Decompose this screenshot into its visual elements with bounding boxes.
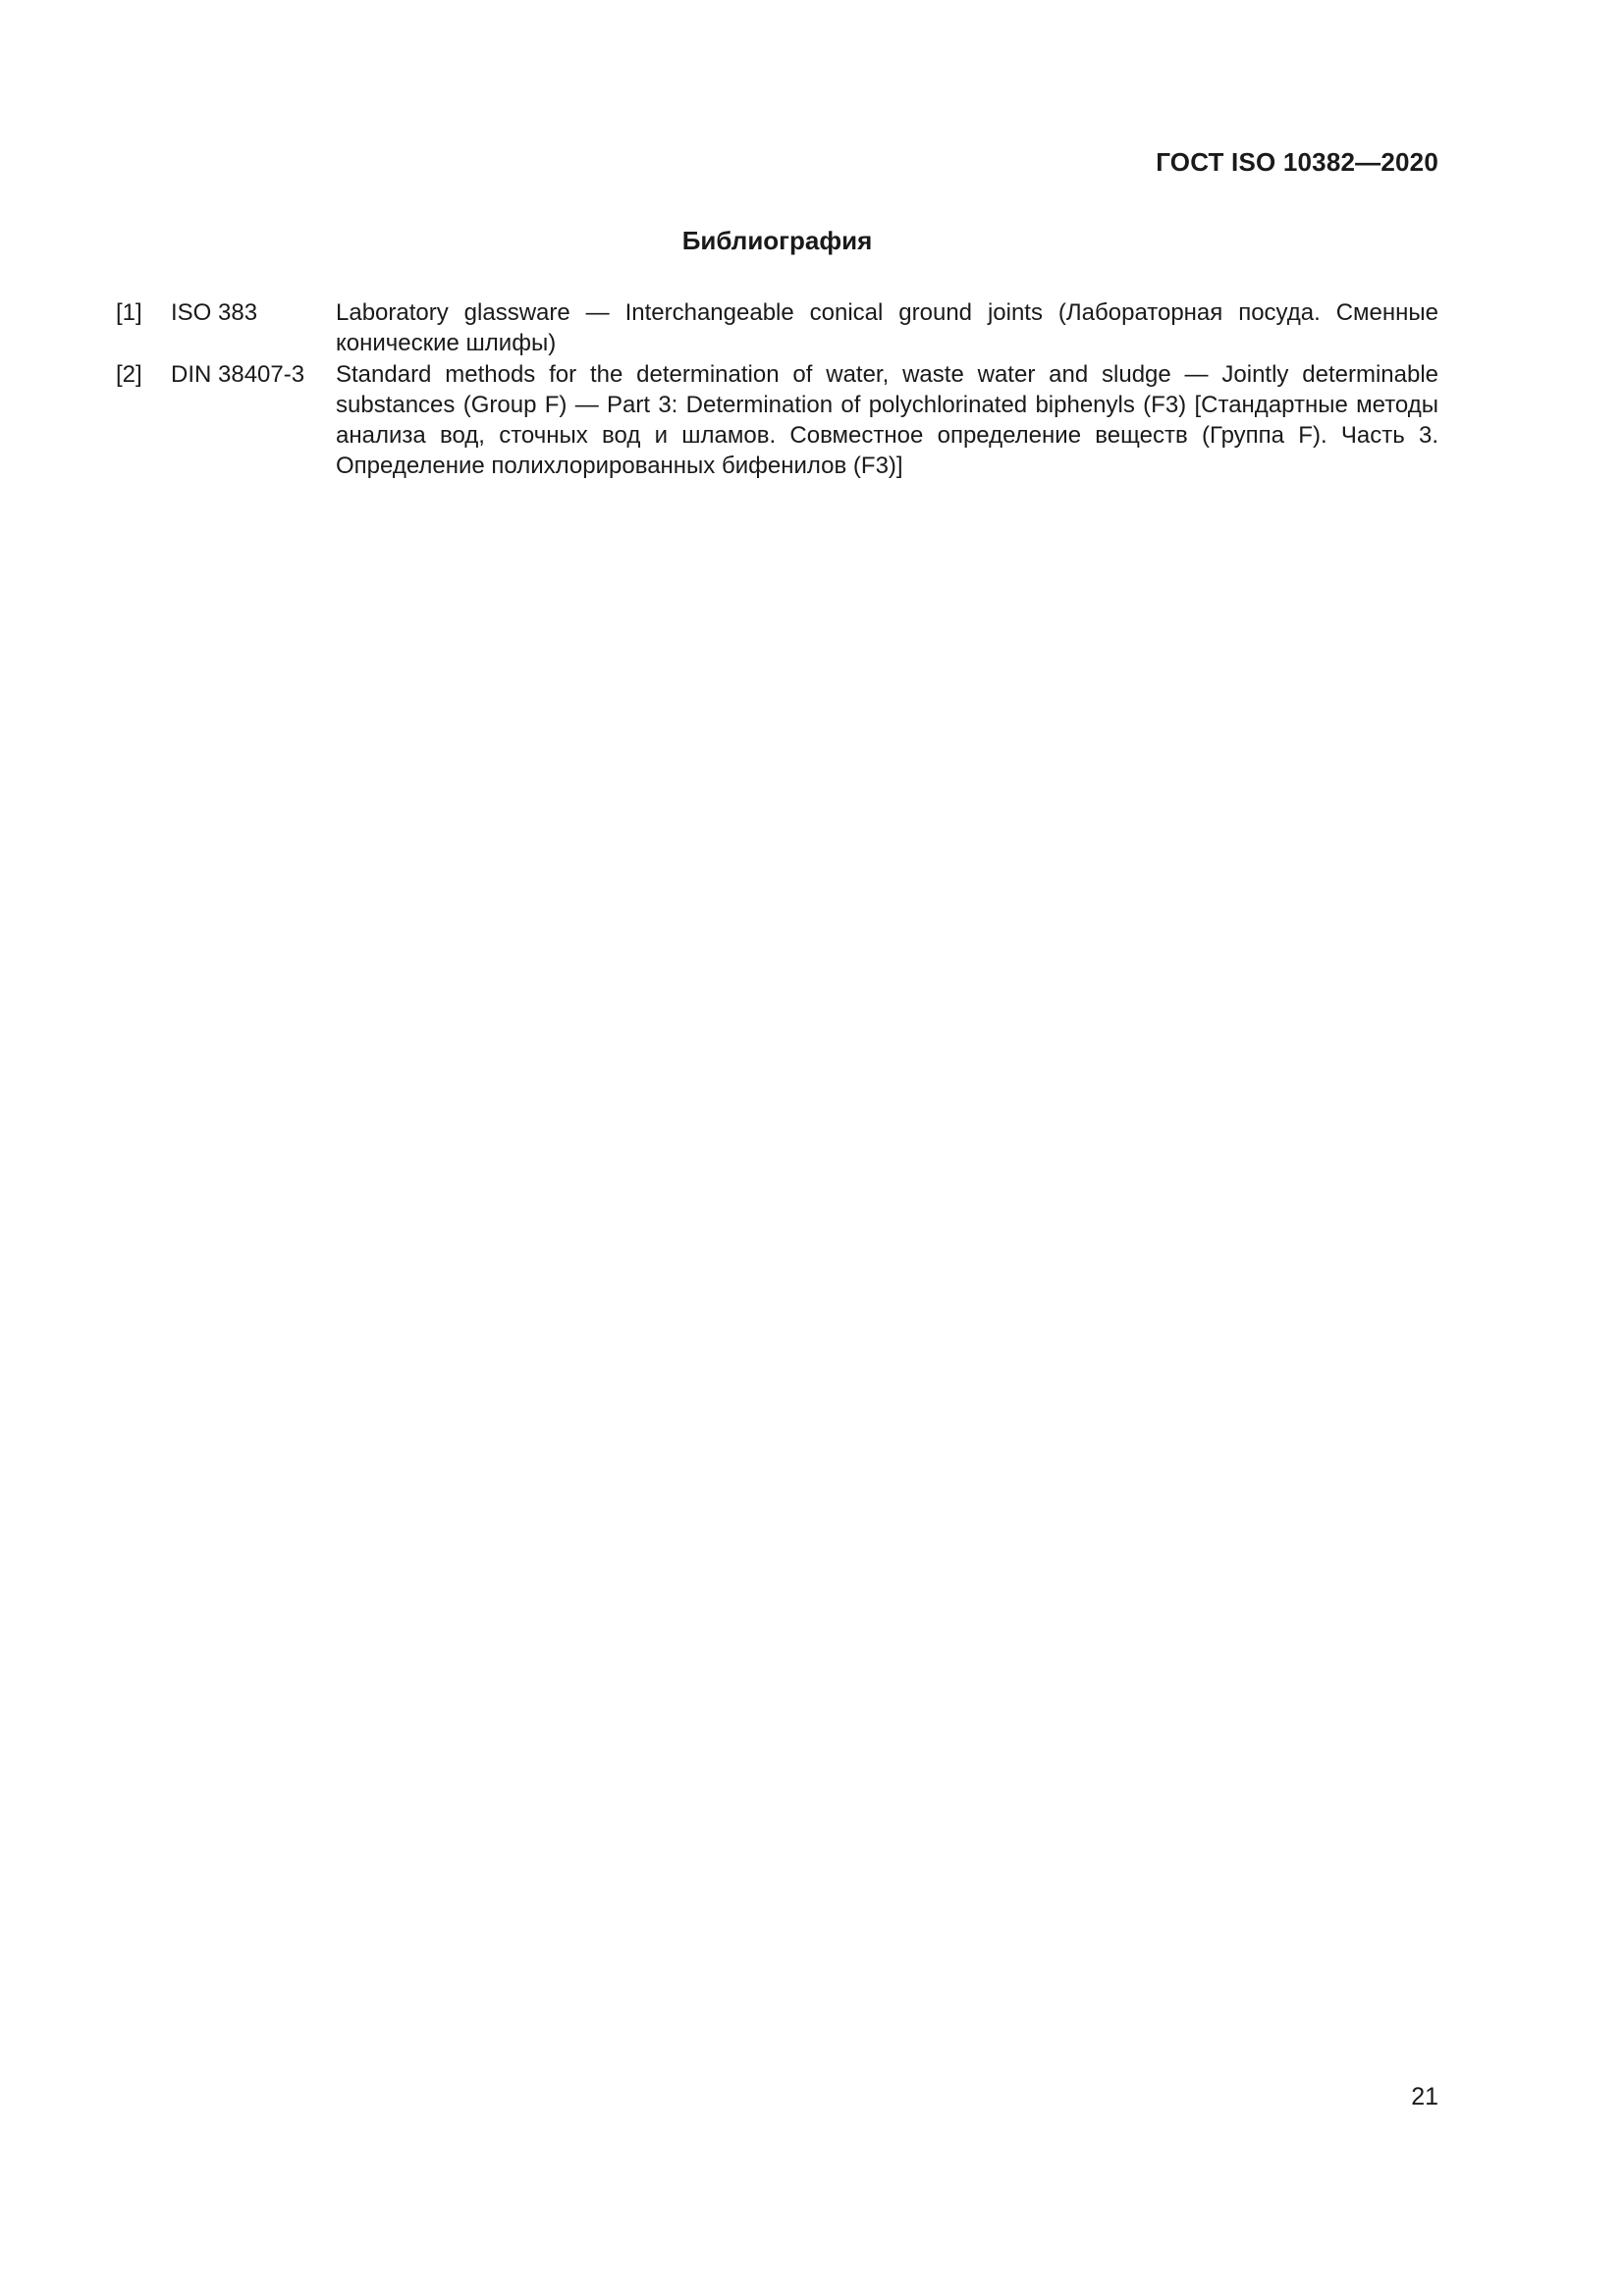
reference-list	[116, 297, 1438, 482]
page-number: 21	[1411, 2083, 1438, 2110]
reference-code: ISO 383	[171, 299, 258, 326]
reference-number: [2]	[116, 361, 142, 388]
reference-number: [1]	[116, 299, 142, 326]
reference-entry	[116, 359, 1438, 481]
reference-description: Laboratory glassware — Interchangeable conical ground joints (Лабораторная посуда. Сменные конические шлифы)	[336, 299, 1438, 356]
reference-entry	[116, 297, 1438, 358]
bibliography-heading: Библиография	[681, 226, 873, 255]
reference-code: DIN 38407-3	[171, 361, 305, 388]
reference-description: Standard methods for the determination of water, waste water and sludge — Jointly determinable substances (Group F) — Part 3: Determination of polychlorinated biphenyls (F3) [Стандартные методы анализа вод, сточных вод и шламов. Совместное определение веществ (Группа F). Часть 3. Определение полихлорированных бифенилов (F3)]	[336, 361, 1438, 479]
document-id-header: ГОСТ ISO 10382—2020	[1156, 147, 1438, 177]
